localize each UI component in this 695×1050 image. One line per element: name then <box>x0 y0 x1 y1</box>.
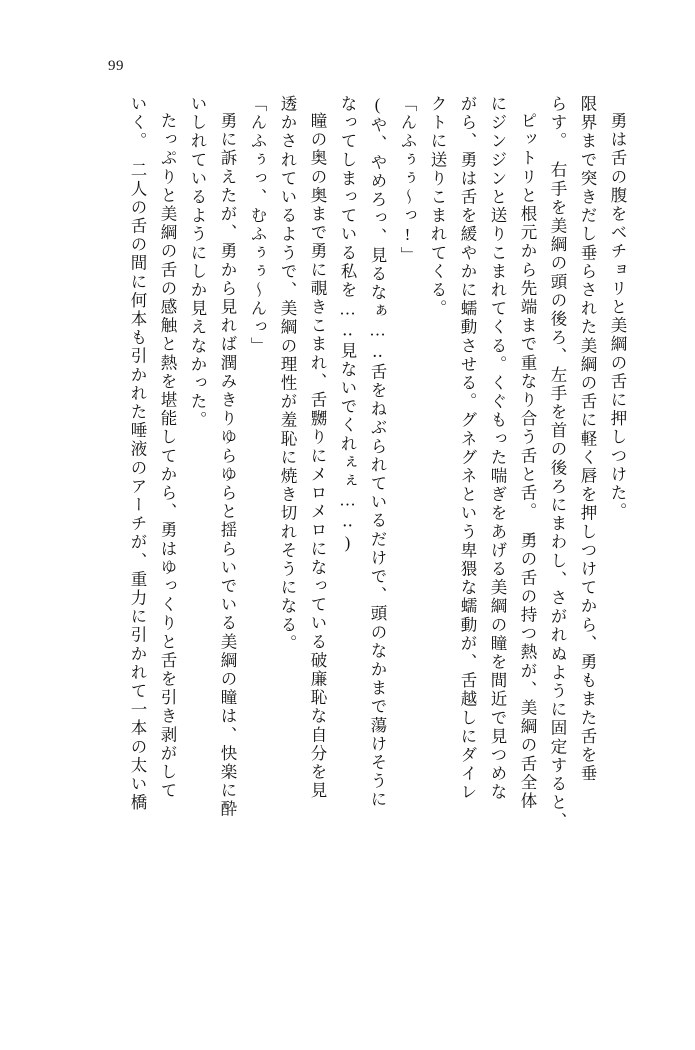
text-line: らす。 右手を美綱の頭の後ろ、左手を首の後ろにまわし、さがれぬように固定すると、 <box>548 95 567 831</box>
text-line: 瞳の奥の奥まで勇に覗きこまれ、舌嬲りにメロメロになっている破廉恥な自分を見 <box>308 112 327 801</box>
text-line: 勇は舌の腹をベチョリと美綱の舌に押しつけた。 <box>608 112 627 522</box>
text-line: なってしまっている私を…‥見ないでくれぇぇ…‥) <box>338 95 357 554</box>
text-line: (や、やめろっ、見るなぁ…‥舌をねぶられているだけで、頭のなかまで蕩けそうに <box>368 95 387 810</box>
text-line: 勇に訴えたが、勇から見れば潤みきりゆらゆらと揺らいでいる美綱の瞳は、快楽に酔 <box>218 112 237 819</box>
page-number: 99 <box>108 58 124 74</box>
text-line: 「んふぅぅ～っ!」 <box>398 95 417 265</box>
text-line: 限界まで突きだし垂らされた美綱の舌に軽く唇を押しつけてから、勇もまた舌を垂 <box>578 95 597 784</box>
text-line: いしれているようにしか見えなかった。 <box>188 95 207 430</box>
text-line: ピットリと根元から先端まで重なり合う舌と舌。 勇の舌の持つ熱が、美綱の舌全体 <box>518 112 537 811</box>
text-line: クトに送りこまれてくる。 <box>428 95 447 319</box>
text-line: にジンジンと送りこまれてくる。くぐもった喘ぎをあげる美綱の瞳を間近で見つめな <box>488 95 507 802</box>
text-line: いく。 二人の舌の間に何本も引かれた唾液のアーチが、重力に引かれて一本の太い橋 <box>128 95 147 813</box>
text-line: がら、勇は舌を緩やかに蠕動させる。グネグネという卑猥な蠕動が、舌越しにダイレ <box>458 95 477 802</box>
text-line: 透かされているようで、美綱の理性が羞恥に焼き切れそうになる。 <box>278 95 297 653</box>
vertical-text-body <box>72 95 632 985</box>
text-line: たっぷりと美綱の舌の感触と熱を堪能してから、勇はゆっくりと舌を引き剥がして <box>158 112 177 801</box>
text-line: 「んふぅっ、むふぅぅ～んっ」 <box>248 95 267 356</box>
